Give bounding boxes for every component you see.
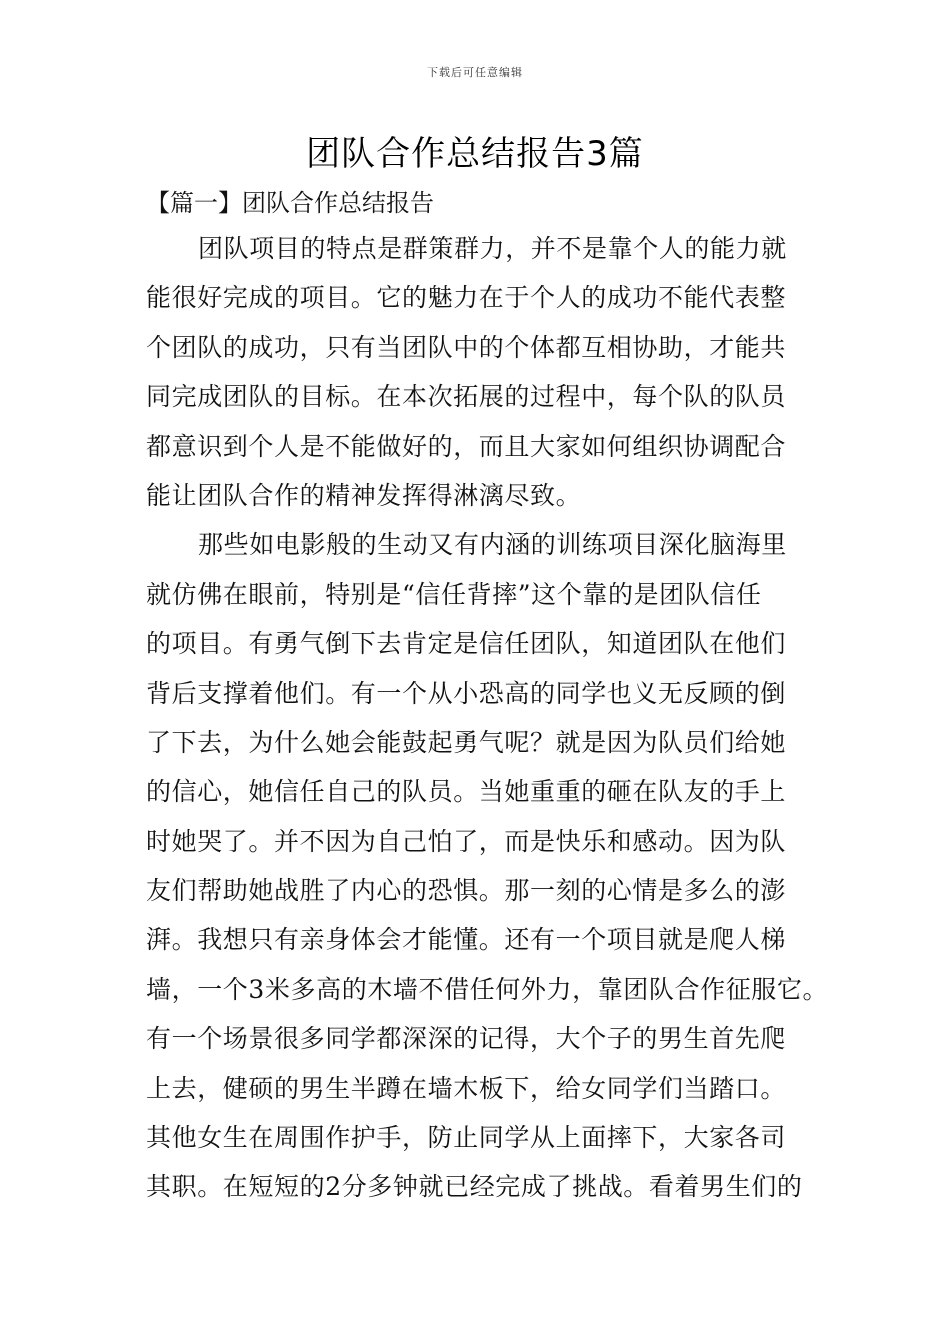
paragraph-2-line-4: 背后支撑着他们。有一个从小恐高的同学也义无反顾的倒 [146,678,787,708]
paragraph-2-line-12: 上去，健硕的男生半蹲在墙木板下，给女同学们当踏口。 [146,1073,787,1103]
page-header-note: 下载后可任意编辑 [427,66,523,79]
paragraph-2-line-1: 那些如电影般的生动又有内涵的训练项目深化脑海里 [198,530,787,560]
paragraph-1-line-1: 团队项目的特点是群策群力，并不是靠个人的能力就 [198,234,787,263]
paragraph-2-line-5: 了下去，为什么她会能鼓起勇气呢？就是因为队员们给她 [146,727,787,757]
paragraph-2-line-2: 就仿佛在眼前，特别是“信任背摔”这个靠的是团队信任 [146,579,762,609]
paragraph-2-line-11: 有一个场景很多同学都深深的记得，大个子的男生首先爬 [146,1024,787,1054]
paragraph-1-line-3: 个团队的成功，只有当团队中的个体都互相协助，才能共 [146,332,787,362]
body-text [146,224,846,1212]
paragraph-2-line-3: 的项目。有勇气倒下去肯定是信任团队，知道团队在他们 [146,629,787,659]
paragraph-2-line-6: 的信心，她信任自己的队员。当她重重的砸在队友的手上 [146,777,787,807]
paragraph-2-line-14: 其职。在短短的2分多钟就已经完成了挑战。看着男生们的 [146,1172,803,1202]
paragraph-2-line-10: 墙，一个3米多高的木墙不借任何外力，靠团队合作征服它。 [146,974,829,1004]
paragraph-2-line-13: 其他女生在周围作护手，防止同学从上面摔下，大家各司 [146,1123,787,1153]
paragraph-2-line-9: 湃。我想只有亲身体会才能懂。还有一个项目就是爬人梯 [146,925,787,955]
paragraph-1-line-4: 同完成团队的目标。在本次拓展的过程中，每个队的队员 [146,382,787,412]
paragraph-2-line-8: 友们帮助她战胜了内心的恐惧。那一刻的心情是多么的澎 [146,876,787,906]
paragraph-1-line-6: 能让团队合作的精神发挥得淋漓尽致。 [146,480,582,510]
paragraph-2-line-7: 时她哭了。并不因为自己怕了，而是快乐和感动。因为队 [146,826,787,856]
paragraph-1-line-5: 都意识到个人是不能做好的，而且大家如何组织协调配合 [146,431,787,461]
section-heading: 【篇一】团队合作总结报告 [146,189,434,217]
document-title: 团队合作总结报告3篇 [306,134,644,174]
paragraph-1-line-2: 能很好完成的项目。它的魅力在于个人的成功不能代表整 [146,283,787,313]
